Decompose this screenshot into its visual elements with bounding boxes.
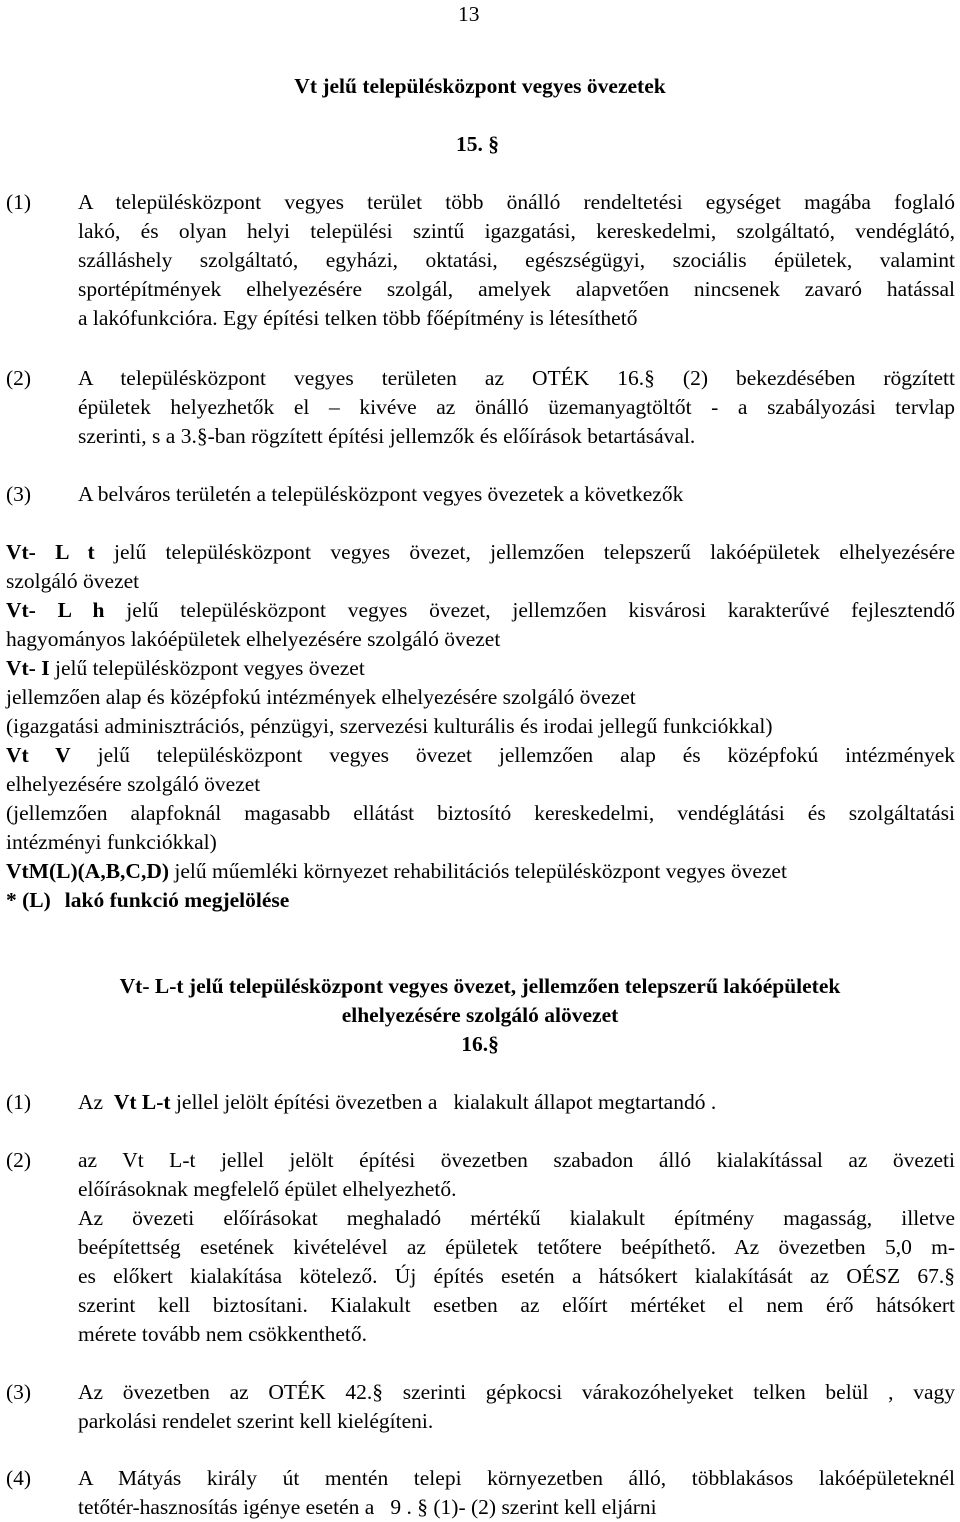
subparagraph-text (78, 480, 955, 509)
text-line: beépítettség esetének kivételével az épületek tetőtere beépíthető. Az övezetben 5,0 m- (78, 1235, 955, 1259)
text-line: sportépítmények elhelyezésére szolgál, amelyek alapvetően nincsenek zavaró hatással (78, 277, 955, 301)
zone-code: Vt V (6, 743, 71, 767)
text-line: A Mátyás király út mentén telepi környezetben álló, többlakásos lakóépületeknél (78, 1466, 955, 1490)
text-line: szerint kell biztosítani. Kialakult esetben az előírt mértéket el nem érő hátsókert (78, 1293, 955, 1317)
text-line: szálláshely szolgáltató, egyházi, oktatási, egészségügyi, szociális épületek, valamint (78, 248, 955, 272)
zone-entry-vtlh (6, 596, 955, 625)
text-line: parkolási rendelet szerint kell kielégíteni. (78, 1409, 434, 1433)
subparagraph-text (78, 1146, 955, 1349)
subparagraph-number: (2) (6, 366, 32, 390)
subparagraph-text (78, 188, 955, 333)
text-line: mérete tovább nem csökkenthető. (78, 1322, 367, 1346)
zone-note (6, 886, 955, 915)
text-line: előírásoknak megfelelő épület elhelyezhető. (78, 1177, 457, 1201)
text-line: lakó, és olyan helyi települési szintű igazgatási, kereskedelmi, szolgáltató, vendéglátó, (78, 219, 955, 243)
text-line: es előkert kialakítása kötelező. Új építés esetén a hátsókert kialakítását az OÉSZ 67.§ (78, 1264, 955, 1288)
zone-list (6, 538, 955, 915)
subparagraph-number: (3) (6, 482, 32, 506)
text-line: hagyományos lakóépületek elhelyezésére szolgáló övezet (6, 627, 501, 651)
text-line: Az övezetben az OTÉK 42.§ szerinti gépkocsi várakozóhelyeket telken belül , vagy (78, 1380, 955, 1404)
zone-entry-vtlt (6, 538, 955, 567)
page-number: 13 (458, 2, 480, 26)
zone-code: Vt- L h (6, 598, 105, 622)
subparagraph-number: (1) (6, 190, 32, 214)
text-line: (jellemzően alapfoknál magasabb ellátást biztosító kereskedelmi, vendéglátási és szolgáltatási (6, 801, 955, 825)
section-heading: Vt jelű településközpont vegyes övezetek (294, 74, 666, 98)
note-marker: * (L) (6, 888, 51, 912)
zone-entry-vtv (6, 741, 955, 770)
zone-description: jelű műemléki környezet rehabilitációs településközpont vegyes övezet (169, 859, 787, 883)
zone-code: VtM(L)(A,B,C,D) (6, 859, 170, 883)
text-fragment: Az (78, 1090, 114, 1114)
subparagraph-number: (1) (6, 1090, 32, 1114)
zone-code: Vt L-t (113, 1090, 171, 1114)
text-line: Az övezeti előírásokat meghaladó mértékű kialakult építmény magasság, illetve (78, 1206, 955, 1230)
subzone-heading: Vt- L-t jelű településközpont vegyes övezet, jellemzően telepszerű lakóépületek (119, 974, 841, 998)
zone-description: jelű településközpont vegyes övezet, jellemzően kisvárosi karakterűvé fejlesztendő (104, 598, 955, 622)
text-line: jellemzően alap és középfokú intézmények elhelyezésére szolgáló övezet (6, 685, 636, 709)
text-line: intézményi funkciókkal) (6, 830, 217, 854)
text-line: épületek helyezhetők el – kivéve az önálló üzemanyagtöltőt - a szabályozási tervlap (78, 395, 955, 419)
text-line: elhelyezésére szolgáló övezet (6, 772, 261, 796)
text-line: az Vt L-t jellel jelölt építési övezetben szabadon álló kialakítással az övezeti (78, 1148, 955, 1172)
zone-description: jelű településközpont vegyes övezet jellemzően alap és középfokú intézmények (70, 743, 955, 767)
text-fragment: jellel jelölt építési övezetben a kialakult állapot megtartandó . (170, 1090, 717, 1114)
zone-entry-vtm (6, 857, 955, 886)
text-line: A településközpont vegyes terület több önálló rendeltetési egységet magába foglaló (78, 190, 955, 214)
subzone-heading-line2: elhelyezésére szolgáló alövezet (341, 1003, 619, 1027)
text-line: szolgáló övezet (6, 569, 140, 593)
zone-entry-vti (6, 654, 955, 683)
text-line: (igazgatási adminisztrációs, pénzügyi, szervezési kulturális és irodai jellegű funkciókkal) (6, 714, 773, 738)
text-line: tetőtér-hasznosítás igénye esetén a 9 . § (1)- (2) szerint kell eljárni (78, 1495, 657, 1519)
text-line: A belváros területén a településközpont vegyes övezetek a következők (78, 482, 684, 506)
subparagraph-text (78, 364, 955, 451)
zone-code: Vt- I (6, 656, 50, 680)
subparagraph-text (78, 1464, 955, 1522)
paragraph-number: 16.§ (461, 1032, 499, 1056)
subparagraph-text (78, 1088, 955, 1117)
text-line: szerinti, s a 3.§-ban rögzített építési jellemzők és előírások betartásával. (78, 424, 696, 448)
zone-code: Vt- L t (6, 540, 95, 564)
paragraph-number: 15. § (456, 132, 499, 156)
subparagraph-text (78, 1378, 955, 1436)
subparagraph-number: (4) (6, 1466, 32, 1490)
text-line: A településközpont vegyes területen az OTÉK 16.§ (2) bekezdésében rögzített (78, 366, 955, 390)
text-line (78, 1088, 955, 1117)
subparagraph-number: (3) (6, 1380, 32, 1404)
subparagraph-number: (2) (6, 1148, 32, 1172)
note-text: lakó funkció megjelölése (64, 888, 290, 912)
text-line: a lakófunkcióra. Egy építési telken több főépítmény is létesíthető (78, 306, 638, 330)
zone-description: jelű településközpont vegyes övezet (49, 656, 365, 680)
zone-description: jelű településközpont vegyes övezet, jellemzően telepszerű lakóépületek elhelyezésére (94, 540, 955, 564)
